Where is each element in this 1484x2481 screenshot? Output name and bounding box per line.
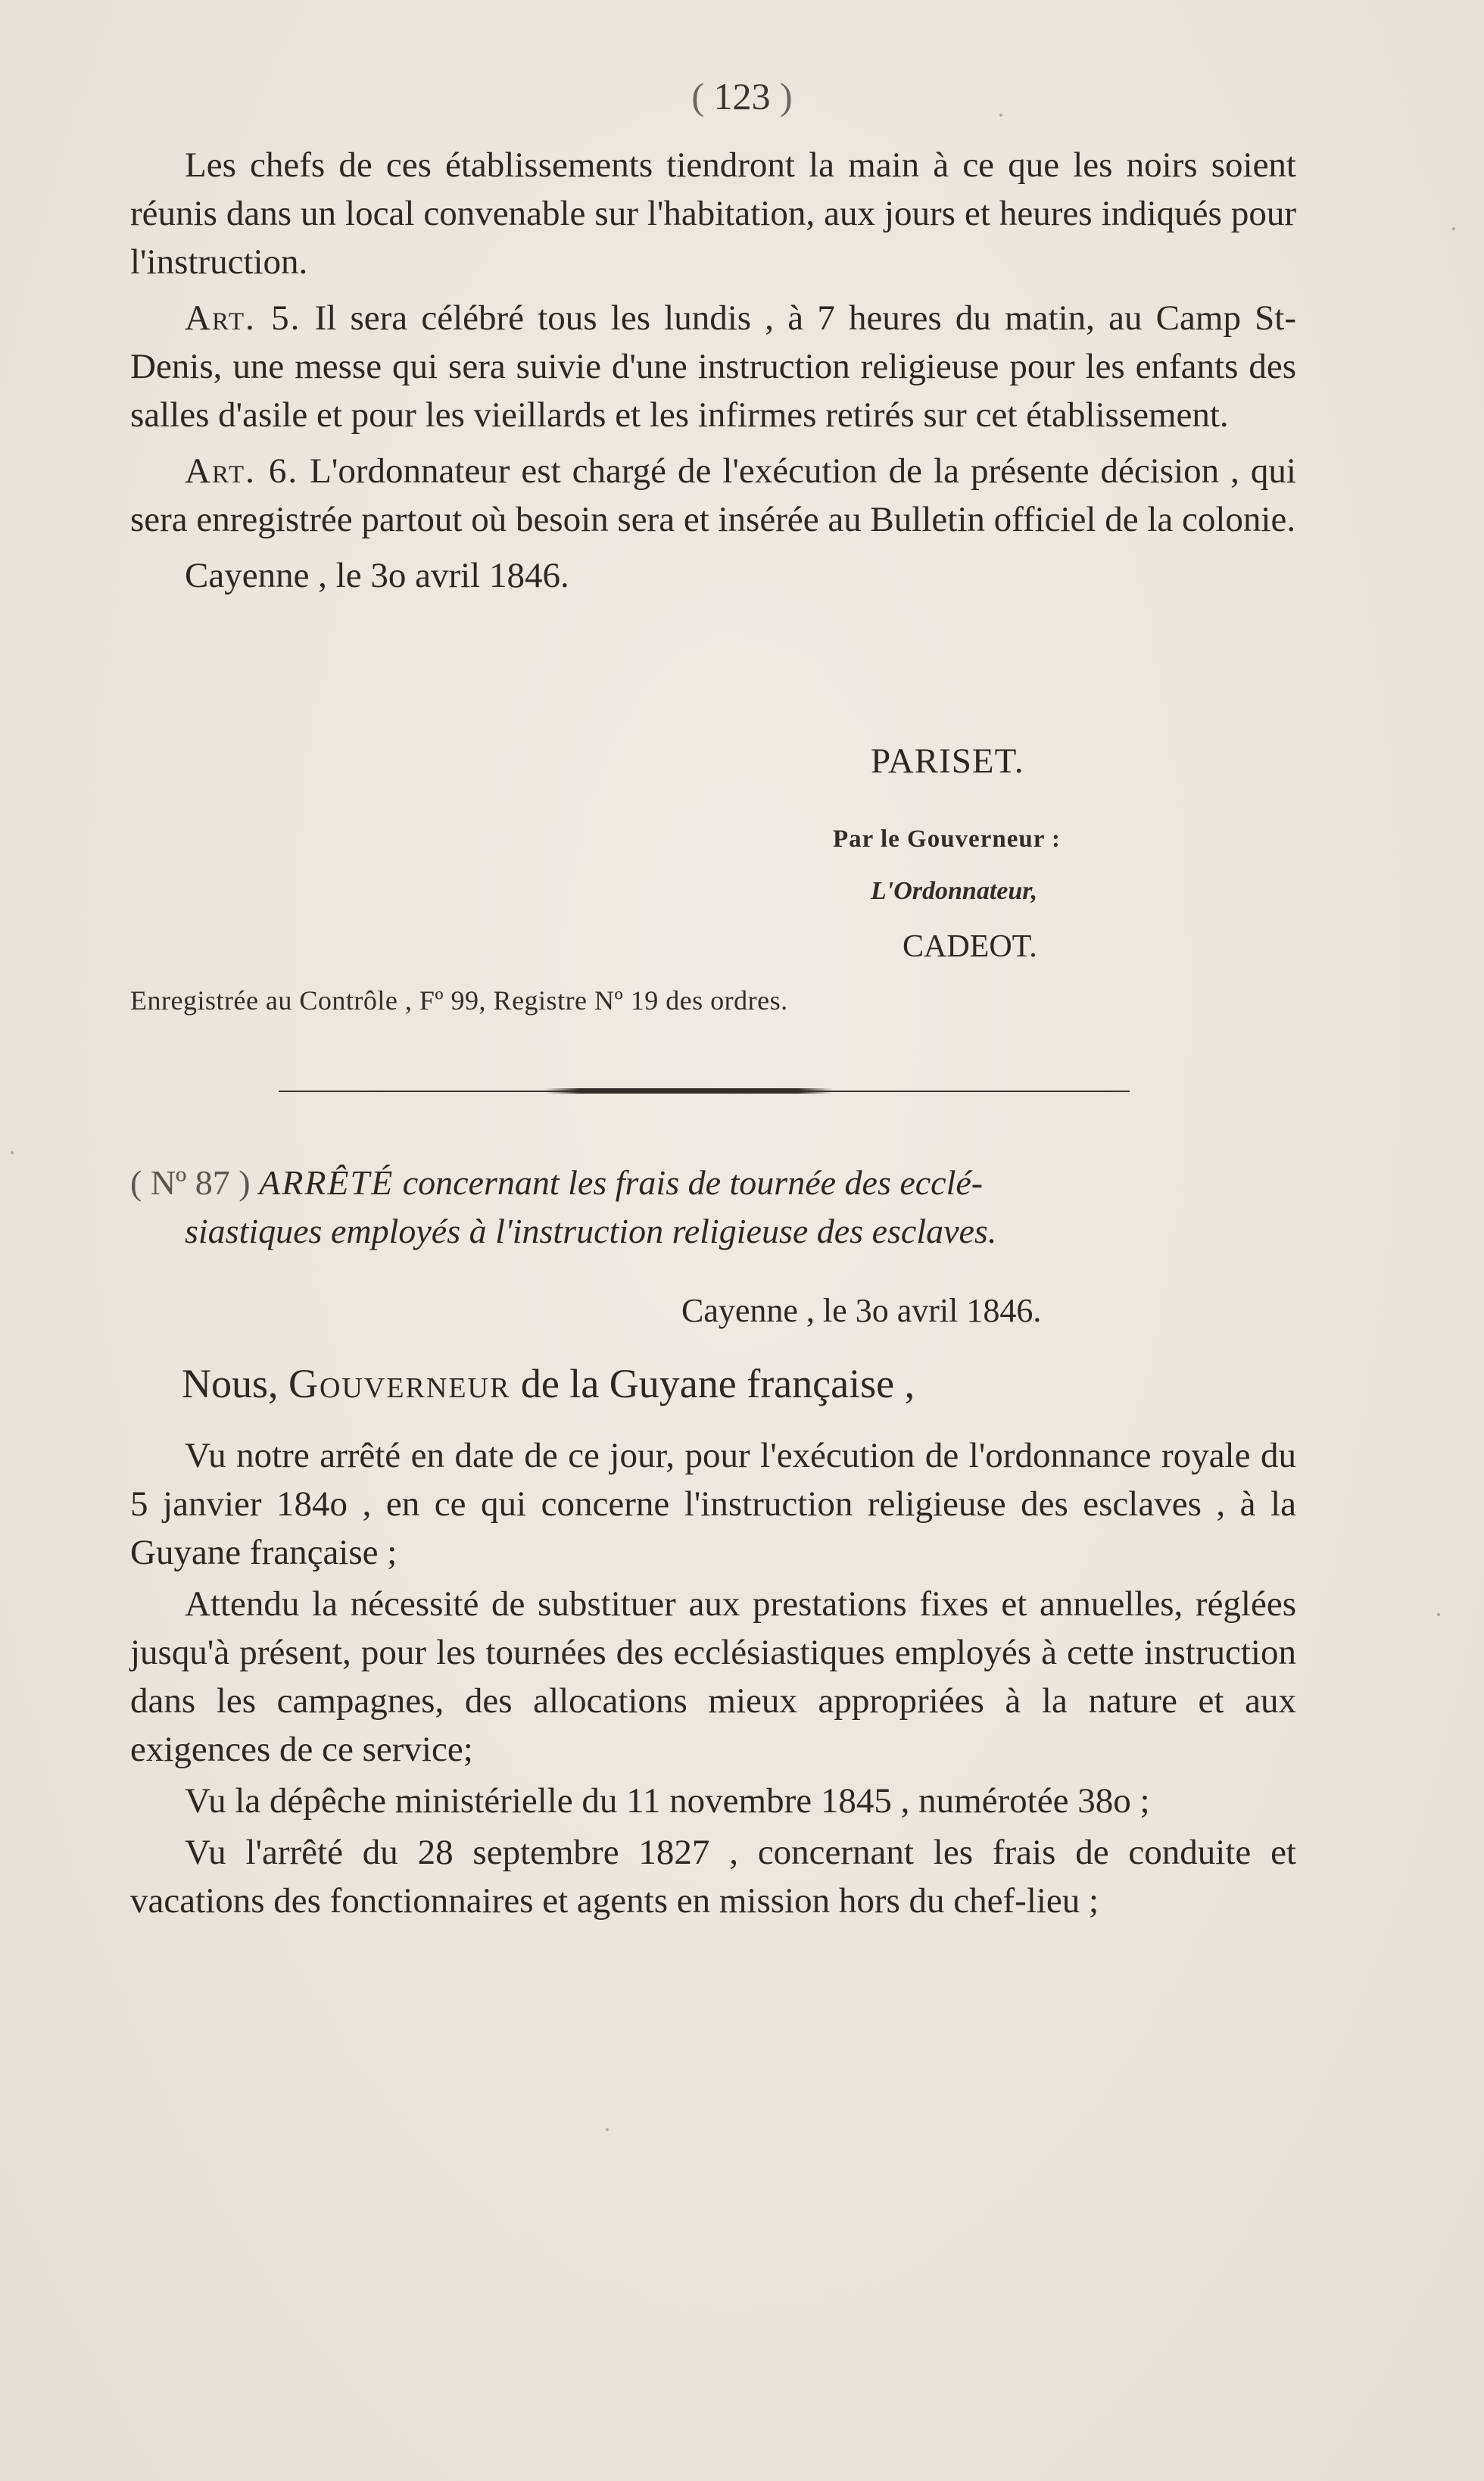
considerants <box>130 1431 1296 1928</box>
considerant-1: Vu notre arrêté en date de ce jour, pour l'exécution de l'ordonnance royale du 5 janvier 184o , en ce qui concerne l'instruction religieuse des esclaves , à la Guyane française ; <box>130 1436 1296 1572</box>
arrete-title-word: ARRÊTÉ <box>259 1163 394 1202</box>
paper-speck <box>606 2128 609 2131</box>
article-5-label: Art. 5. <box>185 298 301 338</box>
considerant-4: Vu l'arrêté du 28 septembre 1827 , concernant les frais de conduite et vacations des fonctionnaires et agents en mission hors du chef-lieu ; <box>130 1833 1296 1921</box>
arrete-title-line1: concernant les frais de tournée des ecclé- <box>402 1163 984 1202</box>
considerant-2: Attendu la nécessité de substituer aux prestations fixes et annuelles, réglées jusqu'à présent, pour les tournées des ecclésiastiques employés à cette instruction dans les campagnes, des allocations mieux appropriées à la nature et aux exigences de ce service; <box>130 1584 1296 1769</box>
article-6 <box>130 447 1296 544</box>
article-5-text: Il sera célébré tous les lundis , à 7 heures du matin, au Camp St-Denis, une messe qui sera suivie d'une instruction religieuse pour les enfants des salles d'asile et pour les vieillards et les infirmes retirés sur cet établissement. <box>130 298 1297 435</box>
paragraph-chefs: Les chefs de ces établissements tiendront la main à ce que les noirs soient réunis dans un local convenable sur l'habitation, aux jours et heures indiqués pour l'instruction. <box>130 145 1296 282</box>
arrete-title-line2: siastiques employés à l'instruction religieuse des esclaves. <box>185 1212 997 1250</box>
nous-rest: de la Guyane française , <box>520 1361 915 1406</box>
place-date-1: Cayenne , le 3o avril 1846. <box>185 556 569 595</box>
article-6-label: Art. 6. <box>185 451 299 491</box>
upper-text <box>130 141 1296 603</box>
paper-speck <box>1452 227 1455 230</box>
countersignatory: CADEOT. <box>903 929 1037 964</box>
considerant-3: Vu la dépêche ministérielle du 11 novembre 1845 , numérotée 38o ; <box>185 1781 1150 1821</box>
paper-speck <box>999 114 1002 117</box>
page-number: ( 123 ) <box>691 75 793 117</box>
ordonnateur-title: L'Ordonnateur, <box>871 877 1038 905</box>
nous-prefix: Nous, <box>182 1361 279 1406</box>
arrete-number: ( Nº 87 ) <box>130 1163 251 1202</box>
registration-note: Enregistrée au Contrôle , Fº 99, Registre Nº 19 des ordres. <box>130 985 788 1016</box>
signatory: PARISET. <box>871 741 1024 781</box>
par-le-gouverneur: Par le Gouverneur : <box>833 825 1061 853</box>
nous-gouverneur <box>182 1360 915 1407</box>
article-6-text: L'ordonnateur est chargé de l'exécution de la présente décision , qui sera enregistrée partout où besoin sera et insérée au Bulletin officiel de la colonie. <box>130 451 1296 539</box>
nous-title: Gouverneur <box>288 1361 511 1406</box>
section-divider-ornament <box>545 1088 833 1094</box>
article-5 <box>130 294 1296 439</box>
paper-speck <box>1437 1613 1440 1616</box>
place-date-2: Cayenne , le 3o avril 1846. <box>681 1292 1042 1329</box>
paper-speck <box>11 1151 14 1154</box>
arrete-heading <box>130 1159 1296 1256</box>
page-number-value: 123 <box>713 75 771 117</box>
